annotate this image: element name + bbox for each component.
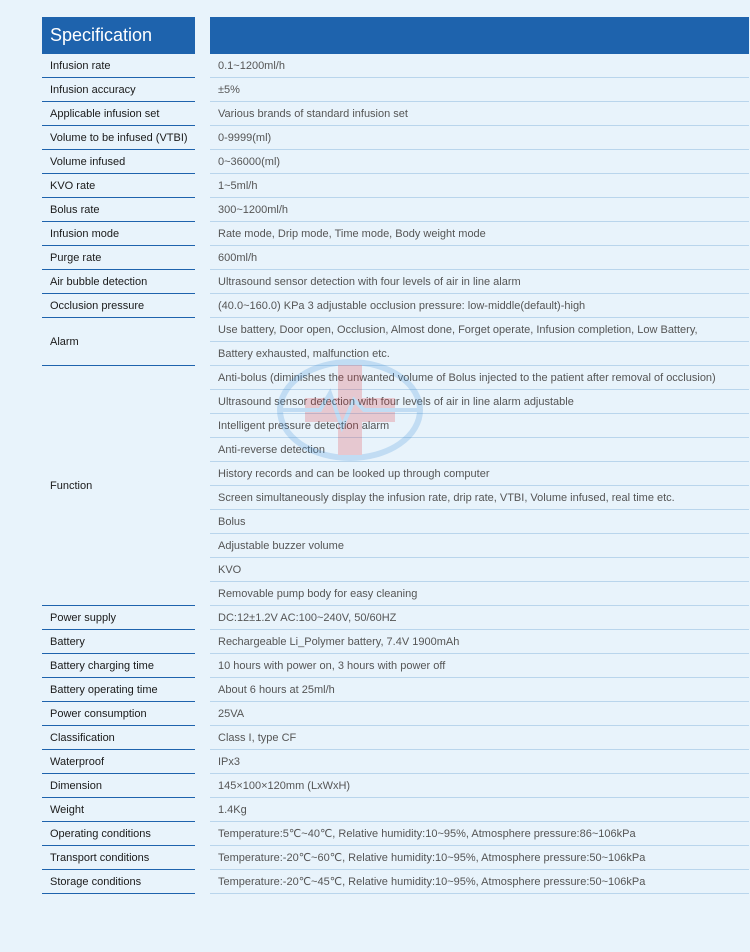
spec-label: Infusion accuracy <box>42 78 195 102</box>
spec-value: (40.0~160.0) KPa 3 adjustable occlusion pressure: low-middle(default)-high <box>210 294 749 318</box>
spec-row <box>42 726 749 750</box>
spec-label: KVO rate <box>42 174 195 198</box>
spec-row <box>42 294 749 318</box>
spec-row <box>42 198 749 222</box>
spec-row <box>42 222 749 246</box>
spec-value: Class I, type CF <box>210 726 749 750</box>
spec-label: Infusion mode <box>42 222 195 246</box>
spec-values <box>210 126 749 150</box>
spec-row <box>42 102 749 126</box>
spec-label: Waterproof <box>42 750 195 774</box>
spec-values <box>210 246 749 270</box>
spec-value: Various brands of standard infusion set <box>210 102 749 126</box>
spec-value: Screen simultaneously display the infusion rate, drip rate, VTBI, Volume infused, real time etc. <box>210 486 749 510</box>
spec-row <box>42 702 749 726</box>
spec-label: Power consumption <box>42 702 195 726</box>
spec-label: Battery charging time <box>42 654 195 678</box>
spec-values <box>210 822 749 846</box>
spec-value: Temperature:5℃~40℃, Relative humidity:10~95%, Atmosphere pressure:86~106kPa <box>210 822 749 846</box>
spec-label: Occlusion pressure <box>42 294 195 318</box>
spec-value: 0-9999(ml) <box>210 126 749 150</box>
spec-values <box>210 174 749 198</box>
spec-value: 25VA <box>210 702 749 726</box>
spec-label: Power supply <box>42 606 195 630</box>
spec-values <box>210 750 749 774</box>
spec-label: Purge rate <box>42 246 195 270</box>
spec-values <box>210 870 749 894</box>
spec-label: Volume to be infused (VTBI) <box>42 126 195 150</box>
spec-value: About 6 hours at 25ml/h <box>210 678 749 702</box>
spec-label: Bolus rate <box>42 198 195 222</box>
spec-label: Transport conditions <box>42 846 195 870</box>
spec-row <box>42 846 749 870</box>
spec-values <box>210 78 749 102</box>
spec-value: Removable pump body for easy cleaning <box>210 582 749 606</box>
spec-label: Air bubble detection <box>42 270 195 294</box>
spec-value: Ultrasound sensor detection with four levels of air in line alarm adjustable <box>210 390 749 414</box>
spec-row <box>42 606 749 630</box>
spec-values <box>210 798 749 822</box>
spec-value: Use battery, Door open, Occlusion, Almost done, Forget operate, Infusion completion, Low Battery, <box>210 318 749 342</box>
spec-value: 145×100×120mm (LxWxH) <box>210 774 749 798</box>
spec-label: Applicable infusion set <box>42 102 195 126</box>
spec-label: Storage conditions <box>42 870 195 894</box>
spec-value: Anti-bolus (diminishes the unwanted volume of Bolus injected to the patient after removal of occlusion) <box>210 366 749 390</box>
spec-value: KVO <box>210 558 749 582</box>
spec-row <box>42 126 749 150</box>
spec-label: Battery operating time <box>42 678 195 702</box>
spec-values <box>210 270 749 294</box>
spec-row <box>42 270 749 294</box>
header-bar <box>210 17 749 54</box>
spec-values <box>210 150 749 174</box>
spec-label: Operating conditions <box>42 822 195 846</box>
spec-value: DC:12±1.2V AC:100~240V, 50/60HZ <box>210 606 749 630</box>
spec-value: 300~1200ml/h <box>210 198 749 222</box>
spec-row <box>42 150 749 174</box>
spec-row <box>42 366 749 606</box>
spec-values <box>210 102 749 126</box>
spec-value: 1.4Kg <box>210 798 749 822</box>
spec-value: 10 hours with power on, 3 hours with power off <box>210 654 749 678</box>
spec-value: 600ml/h <box>210 246 749 270</box>
spec-title: Specification <box>42 17 195 54</box>
spec-values <box>210 54 749 78</box>
spec-values <box>210 222 749 246</box>
spec-values <box>210 774 749 798</box>
spec-row <box>42 774 749 798</box>
spec-row <box>42 654 749 678</box>
spec-row <box>42 54 749 78</box>
spec-label: Dimension <box>42 774 195 798</box>
spec-value: Adjustable buzzer volume <box>210 534 749 558</box>
spec-value: Intelligent pressure detection alarm <box>210 414 749 438</box>
spec-value: 0~36000(ml) <box>210 150 749 174</box>
spec-label: Infusion rate <box>42 54 195 78</box>
spec-label: Battery <box>42 630 195 654</box>
spec-values <box>210 606 749 630</box>
spec-value: Rechargeable Li_Polymer battery, 7.4V 1900mAh <box>210 630 749 654</box>
spec-value: Bolus <box>210 510 749 534</box>
spec-values <box>210 846 749 870</box>
spec-value: Temperature:-20℃~60℃, Relative humidity:10~95%, Atmosphere pressure:50~106kPa <box>210 846 749 870</box>
spec-row <box>42 246 749 270</box>
spec-value: Anti-reverse detection <box>210 438 749 462</box>
spec-value: ±5% <box>210 78 749 102</box>
spec-value: 0.1~1200ml/h <box>210 54 749 78</box>
spec-row <box>42 822 749 846</box>
spec-row <box>42 798 749 822</box>
spec-row <box>42 78 749 102</box>
spec-value: Temperature:-20℃~45℃, Relative humidity:10~95%, Atmosphere pressure:50~106kPa <box>210 870 749 894</box>
spec-value: IPx3 <box>210 750 749 774</box>
spec-value: Battery exhausted, malfunction etc. <box>210 342 749 366</box>
spec-label: Weight <box>42 798 195 822</box>
spec-values <box>210 294 749 318</box>
spec-values <box>210 318 749 366</box>
spec-value: 1~5ml/h <box>210 174 749 198</box>
spec-row <box>42 318 749 366</box>
spec-row <box>42 870 749 894</box>
spec-row <box>42 630 749 654</box>
spec-row <box>42 174 749 198</box>
spec-value: Ultrasound sensor detection with four levels of air in line alarm <box>210 270 749 294</box>
spec-row <box>42 750 749 774</box>
spec-label: Classification <box>42 726 195 750</box>
spec-label: Function <box>42 366 195 606</box>
spec-values <box>210 630 749 654</box>
spec-value: Rate mode, Drip mode, Time mode, Body weight mode <box>210 222 749 246</box>
spec-values <box>210 702 749 726</box>
spec-value: History records and can be looked up through computer <box>210 462 749 486</box>
spec-values <box>210 366 749 606</box>
spec-values <box>210 654 749 678</box>
spec-values <box>210 678 749 702</box>
spec-values <box>210 198 749 222</box>
spec-row <box>42 678 749 702</box>
spec-label: Volume infused <box>42 150 195 174</box>
spec-label: Alarm <box>42 318 195 366</box>
spec-values <box>210 726 749 750</box>
